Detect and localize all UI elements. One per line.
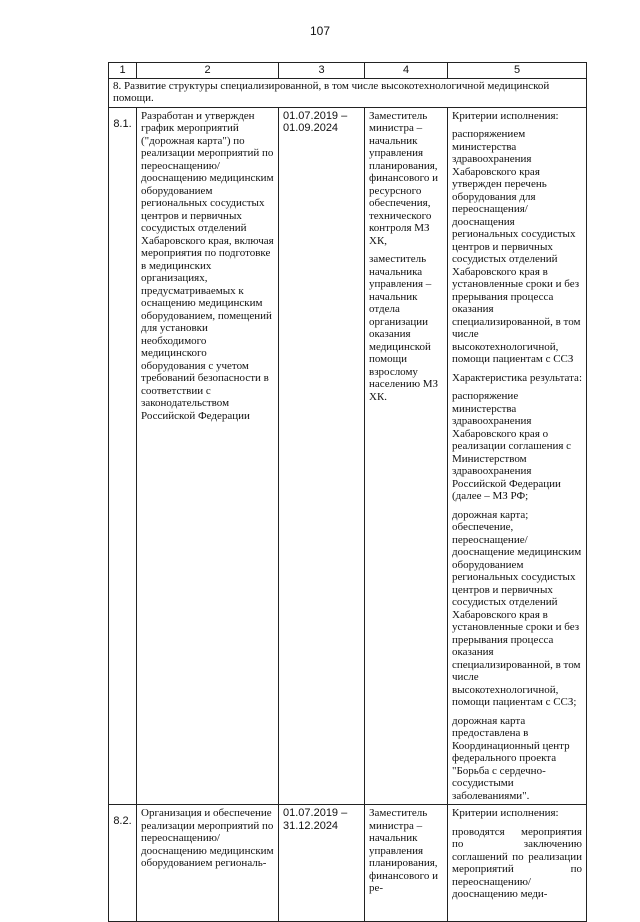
section-title: 8. Развитие структуры специализированной, в том числе высокотехнологичной медицинской помощи. [109, 78, 587, 107]
criteria-title: Критерии исполнения: [452, 109, 559, 122]
result-item: распоряжение министерства здравоохранения Хабаровского края о реализации соглашения с Министерством здравоохранения Российской Федерации (далее – МЗ РФ; [452, 390, 572, 502]
result-label: Характеристика результата: [452, 371, 582, 384]
measure-cell: Разработан и утвержден график мероприятий ("дорожная карта") по реализации мероприятий по переоснащению/дооснащению медицинским оборудованием региональных сосудистых центров и первичных сосудистых отделений Хабаровского края, включая мероприятия по подготовке в медицинских организациях, предусматриваемых к оснащению медицинским оборудованием, помещений для установки необходимого медицинского оборудования с учетом требований безопасности в соответствии с законодательством Российской Федерации [137, 107, 279, 805]
section-row [109, 78, 587, 107]
column-number: 2 [137, 63, 279, 79]
result-item: дорожная карта; обеспечение, переоснащение/дооснащение медицинским оборудованием региональных сосудистых центров и первичных сосудистых отделений Хабаровского края в установленные сроки и без прерывания процесса оказания специализированной, в том числе высокотехнологичной, помощи пациентам с ССЗ; [452, 508, 582, 708]
criteria-cell [448, 107, 587, 805]
period-cell: 01.07.2019 – 31.12.2024 [279, 805, 365, 922]
row-number: 8.1. [109, 107, 137, 805]
criteria-cell [448, 805, 587, 922]
responsible-entry: заместитель начальника управления – начальник отдела организации оказания медицинской помощи взрослому населению МЗ ХК. [369, 253, 439, 403]
column-number: 4 [365, 63, 448, 79]
table-row [109, 805, 587, 922]
criteria-item: распоряжением министерства здравоохранения Хабаровского края утвержден перечень оборудования для переоснащения/дооснащения региональных сосудистых центров и первичных сосудистых отделений Хабаровского края в установленные сроки и без прерывания процесса оказания специализированной, в том числе высокотехнологичной, помощи пациентам с ССЗ [452, 128, 581, 365]
page-number: 107 [309, 24, 331, 38]
column-number: 1 [109, 63, 137, 79]
measure-cell: Организация и обеспечение реализации мероприятий по переоснащению/дооснащению медицинским оборудованием региональ- [137, 805, 279, 922]
responsible-cell [365, 107, 448, 805]
plan-table [108, 62, 587, 922]
table-row [109, 107, 587, 805]
column-number-row [109, 63, 587, 79]
responsible-entry: Заместитель министра – начальник управления планирования, финансового и ресурсного обеспечения, технического контроля МЗ ХК, [369, 109, 439, 247]
period-cell: 01.07.2019 – 01.09.2024 [279, 107, 365, 805]
column-number: 3 [279, 63, 365, 79]
criteria-title: Критерии исполнения: [452, 807, 559, 819]
criteria-item: проводятся мероприятия по заключению соглашений по реализации мероприятий по переоснащению/дооснащению меди- [452, 825, 582, 900]
row-number: 8.2. [109, 805, 137, 922]
column-number: 5 [448, 63, 587, 79]
result-item: дорожная карта предоставлена в Координационный центр федерального проекта "Борьба с сердечно-сосудистыми заболеваниями". [452, 714, 570, 802]
responsible-cell [365, 805, 448, 922]
responsible-entry: Заместитель министра – начальник управления планирования, финансового и ре- [369, 807, 439, 894]
